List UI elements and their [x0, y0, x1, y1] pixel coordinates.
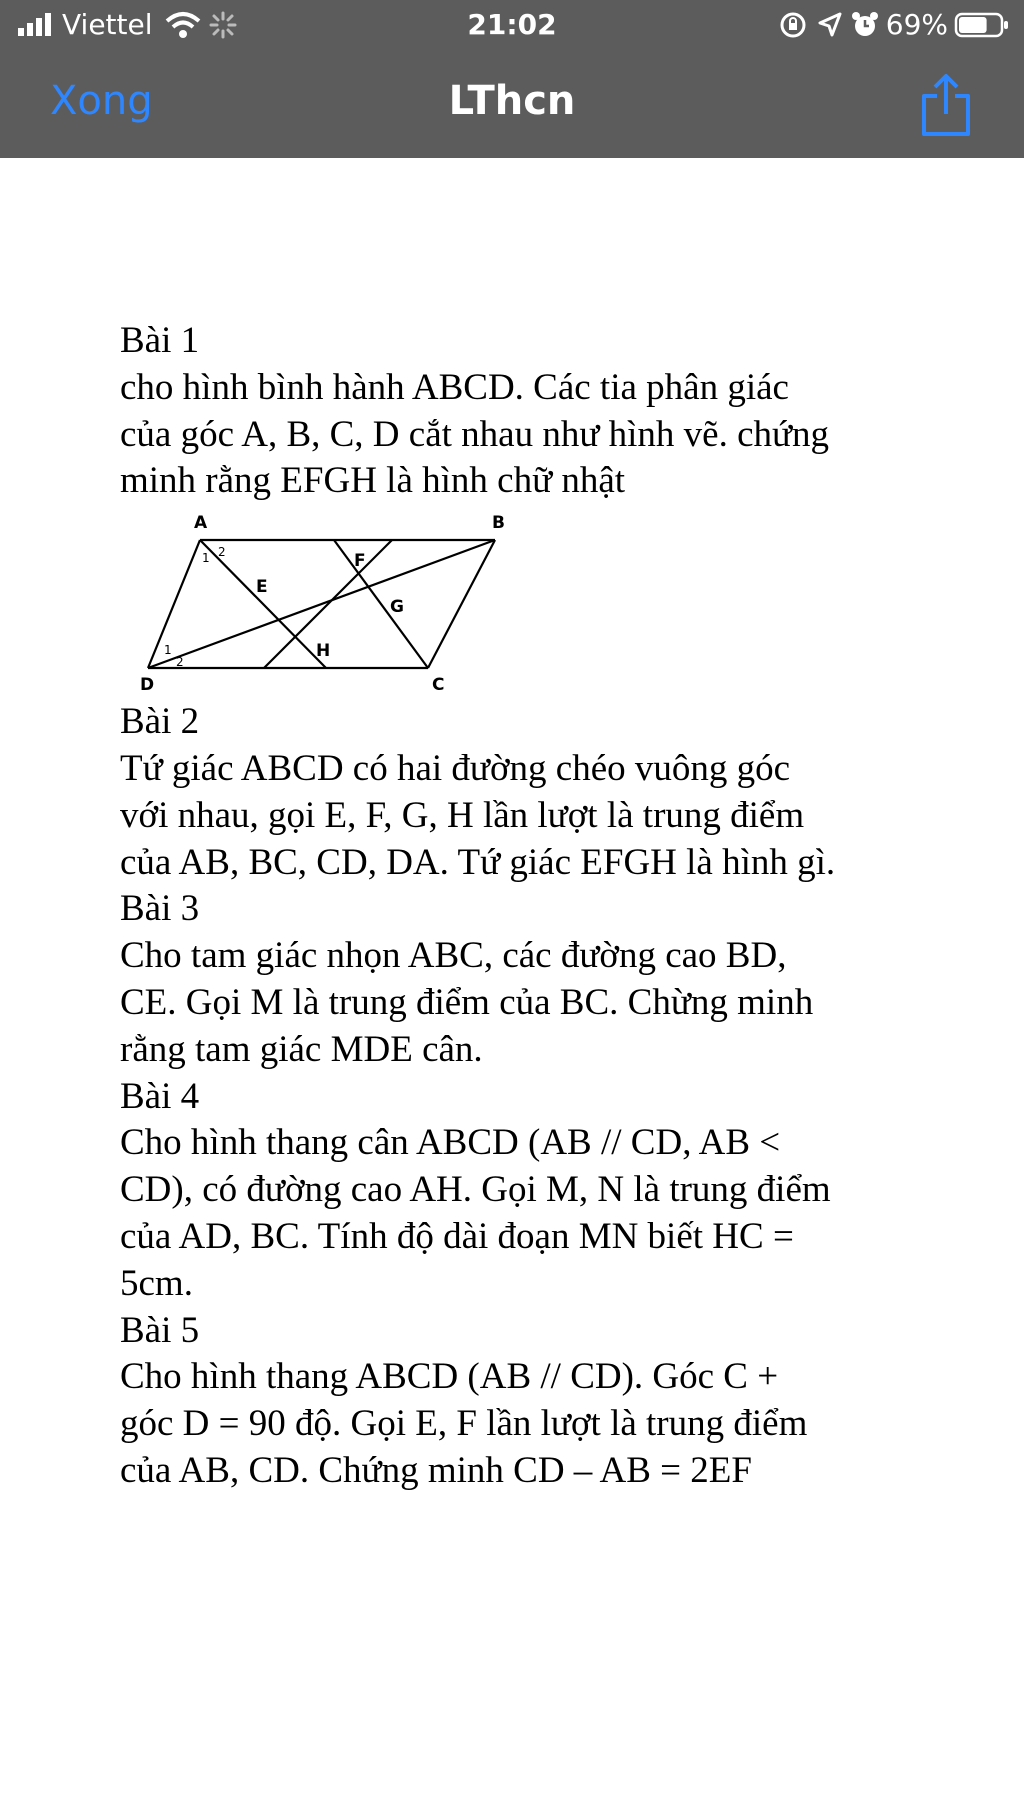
battery-percent: 69% — [885, 8, 948, 41]
label-d: D — [140, 675, 155, 695]
bai2-heading: Bài 2 — [120, 701, 200, 743]
nav-bar — [0, 52, 1024, 158]
angle-d1: 1 — [164, 643, 172, 657]
label-g: G — [390, 597, 404, 617]
status-time: 21:02 — [467, 8, 557, 41]
bai5-line: của AB, CD. Chứng minh CD – AB = 2EF — [120, 1449, 752, 1491]
bai4-line: CD), có đường cao AH. Gọi M, N là trung điểm — [120, 1169, 831, 1211]
alarm-icon — [850, 10, 880, 40]
bai2-line: Tứ giác ABCD có hai đường chéo vuông góc — [120, 747, 791, 789]
bai1-line: minh rằng EFGH là hình chữ nhật — [120, 460, 626, 502]
status-bar — [0, 0, 1024, 52]
label-b: B — [492, 513, 505, 533]
label-h: H — [316, 641, 331, 661]
carrier-name: Viettel — [62, 8, 153, 41]
angle-a2: 2 — [218, 545, 226, 559]
status-right — [778, 8, 1010, 41]
bai1-line: cho hình bình hành ABCD. Các tia phân giác — [120, 366, 789, 408]
share-button[interactable] — [920, 72, 972, 142]
side-bc — [428, 540, 495, 668]
bai4-line: Cho hình thang cân ABCD (AB // CD, AB < — [120, 1122, 781, 1164]
angle-d2: 2 — [176, 655, 184, 669]
angle-a1: 1 — [202, 551, 210, 565]
document-content — [120, 318, 920, 1495]
share-icon — [920, 72, 972, 138]
bai3-line: Cho tam giác nhọn ABC, các đường cao BD, — [120, 935, 787, 977]
location-icon — [816, 11, 844, 39]
label-f: F — [354, 551, 366, 571]
bai3-heading: Bài 3 — [120, 888, 200, 930]
bisector-a — [200, 540, 326, 668]
bai5-line: góc D = 90 độ. Gọi E, F lần lượt là trung điểm — [120, 1403, 808, 1445]
bai1-line: của góc A, B, C, D cắt nhau như hình vẽ. chứng — [120, 413, 830, 455]
bai1-heading: Bài 1 — [120, 320, 200, 361]
parallelogram-figure — [136, 508, 526, 698]
label-e: E — [256, 577, 268, 597]
page-title: LThcn — [448, 78, 576, 124]
bai4-line: của AD, BC. Tính độ dài đoạn MN biết HC = — [120, 1215, 794, 1257]
orientation-lock-icon — [778, 10, 808, 40]
bai5-heading: Bài 5 — [120, 1309, 200, 1351]
battery-icon — [954, 11, 1010, 39]
bai5-line: Cho hình thang ABCD (AB // CD). Góc C + — [120, 1356, 779, 1398]
bai2-line: của AB, BC, CD, DA. Tứ giác EFGH là hình gì. — [120, 841, 836, 883]
bisector-c — [334, 540, 428, 668]
bai4-heading: Bài 4 — [120, 1075, 200, 1117]
label-a: A — [194, 513, 208, 533]
bai3-line: rằng tam giác MDE cân. — [120, 1028, 483, 1070]
side-da — [148, 540, 200, 668]
bai2-line: với nhau, gọi E, F, G, H lần lượt là trung điểm — [120, 794, 805, 836]
bai4-line: 5cm. — [120, 1262, 193, 1304]
done-button[interactable]: Xong — [50, 78, 153, 124]
bai3-line: CE. Gọi M là trung điểm của BC. Chừng minh — [120, 981, 814, 1023]
label-c: C — [432, 675, 445, 695]
